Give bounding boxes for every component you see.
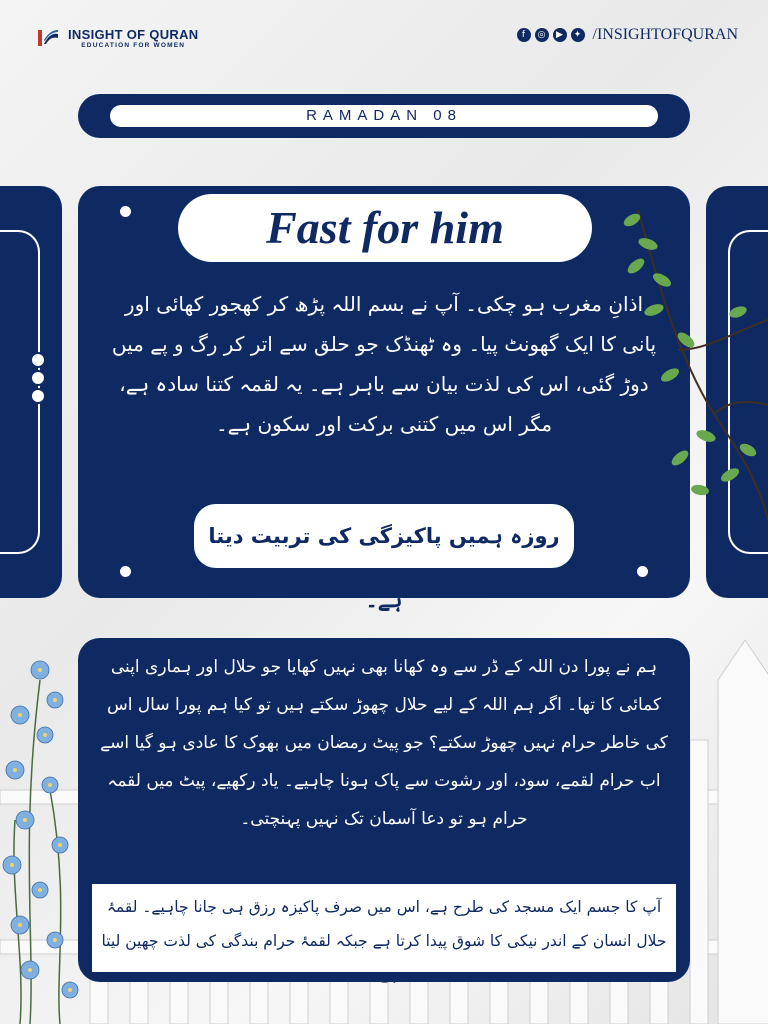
note-box: آپ کا جسم ایک مسجد کی طرح ہے، اس میں صرف پاکیزہ رزق ہی جانا چاہیے۔ لقمۂ حلال انسان کے اندر نیکی کا شوق پیدا کرتا ہے جبکہ لقمۂ حرام بندگی کی لذت چھین لیتا ہے۔ (92, 884, 676, 972)
ramadan-label: RAMADAN 08 (110, 105, 658, 127)
main-card (78, 186, 690, 612)
card-pin (120, 566, 131, 577)
twitter-icon[interactable]: ✦ (571, 28, 585, 42)
social-handle[interactable]: /INSIGHTOFQURAN (592, 26, 738, 43)
flowers-decoration (0, 640, 90, 1024)
youtube-icon[interactable]: ▶ (553, 28, 567, 42)
facebook-icon[interactable]: f (517, 28, 531, 42)
secondary-paragraph: ہم نے پورا دن اللہ کے ڈر سے وہ کھانا بھی نہیں کھایا جو حلال اور ہماری اپنی کمائی کا تھا۔ اگر ہم اللہ کے لیے حلال چھوڑ سکتے ہیں تو کیا ہم پورا سال اس کی خاطر حرام نہیں چھوڑ سکتے؟ جو پیٹ رمضان میں بھوک کا عادی ہو گیا اسے اب حرام لقمے، سود، اور رشوت سے پاک ہونا چاہیے۔ یاد رکھیے، پیٹ میں لقمہ حرام ہو تو دعا آسمان تک نہیں پہنچتی۔ (100, 657, 668, 829)
card-pin (637, 566, 648, 577)
social-links (517, 26, 739, 44)
instagram-icon[interactable]: ◎ (535, 28, 549, 42)
brand-name: INSIGHT OF QURAN (68, 26, 199, 42)
brand-tagline: EDUCATION FOR WOMEN (81, 41, 186, 49)
card-pin (120, 206, 131, 217)
main-quote: روزہ ہمیں پاکیزگی کی تربیت دیتا ہے۔ (194, 504, 574, 568)
branch-decoration (618, 200, 768, 540)
secondary-card (78, 638, 690, 982)
main-paragraph: اذانِ مغرب ہو چکی۔ آپ نے بسم اللہ پڑھ کر کھجور کھائی اور پانی کا ایک گھونٹ پیا۔ وہ ٹھنڈک جو حلق سے اتر کر رگ و پے میں دوڑ گئی، اس کی لذت بیان سے باہر ہے۔ یہ لقمہ کتنا سادہ ہے، مگر اس میں کتنی برکت اور سکون ہے۔ (111, 292, 657, 436)
left-card-dots (30, 352, 46, 406)
brand-logo[interactable] (36, 26, 198, 50)
ramadan-banner (78, 94, 690, 138)
logo-icon (36, 26, 60, 50)
page-title: Fast for him (178, 194, 592, 262)
